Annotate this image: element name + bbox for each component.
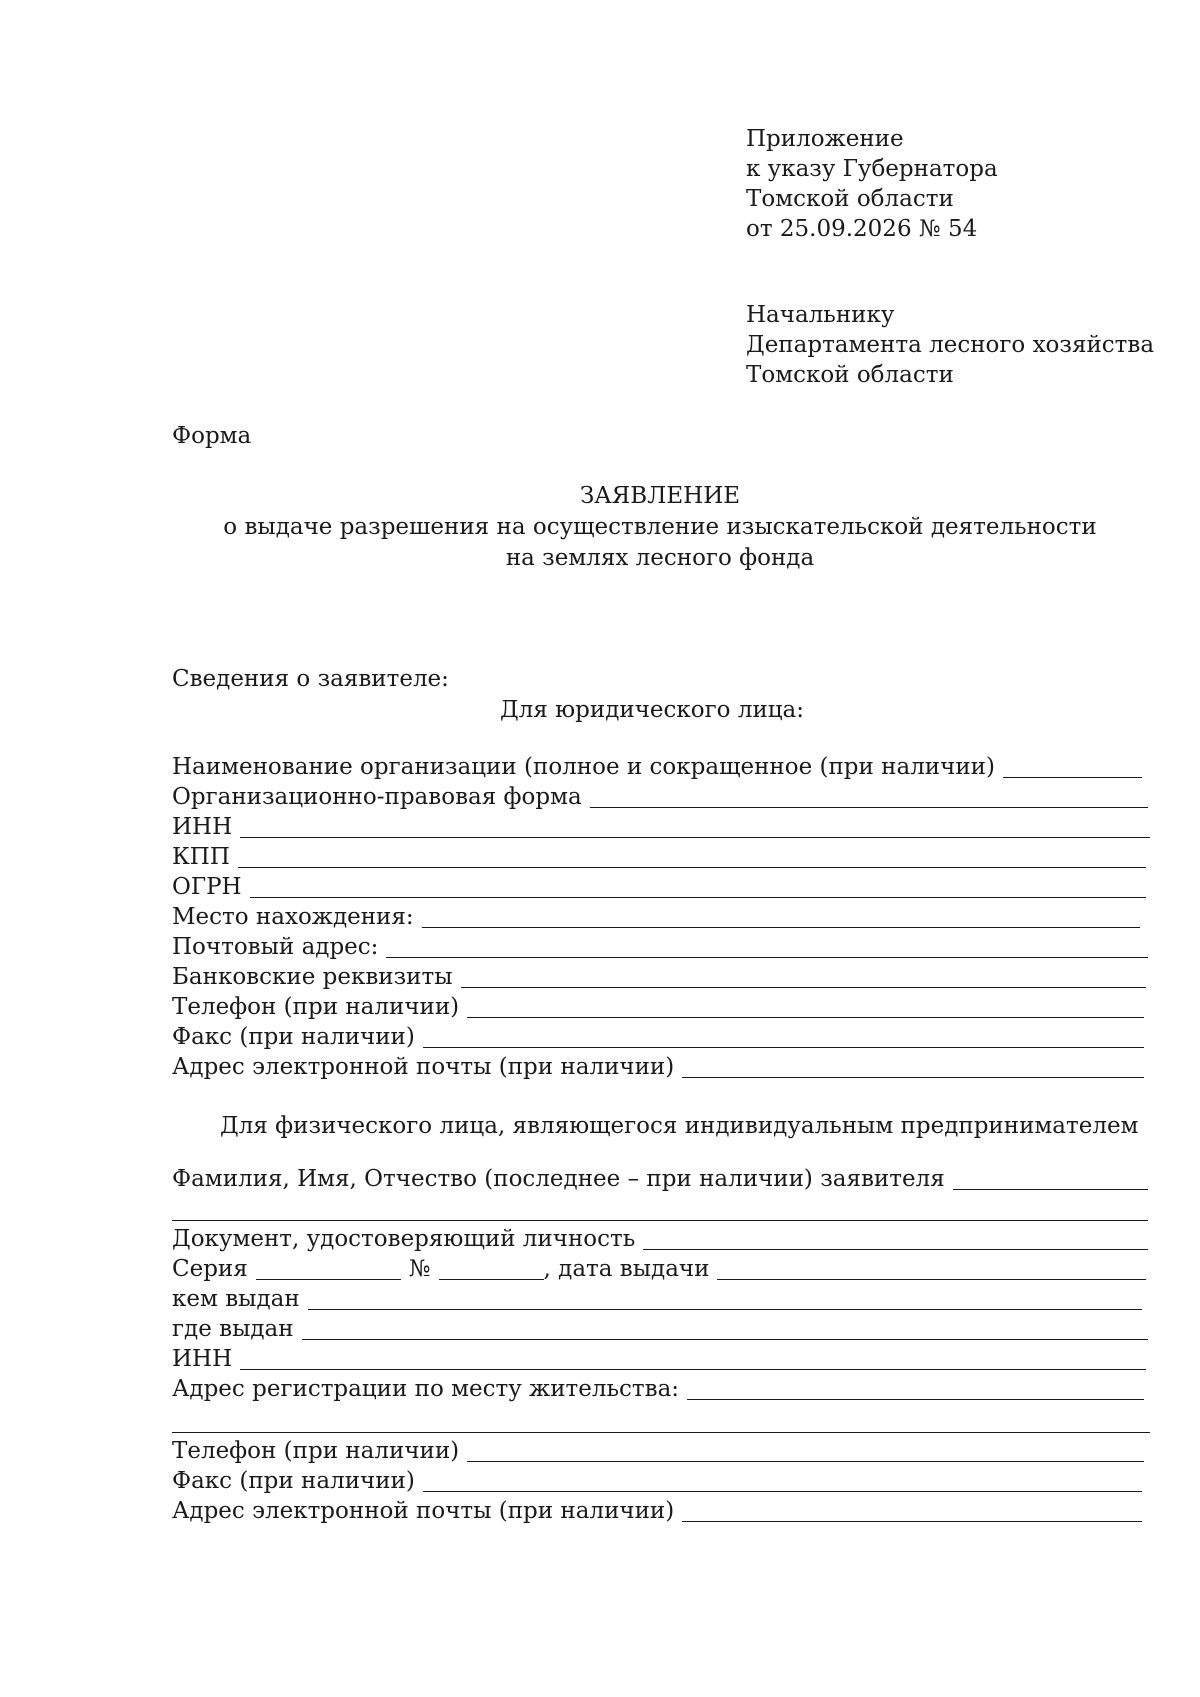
appendix-line: к указу Губернатора xyxy=(746,156,998,182)
series-input[interactable] xyxy=(256,1257,401,1280)
series-label: Серия xyxy=(172,1256,248,1282)
addressee-line: Начальнику xyxy=(746,302,895,328)
individual-fax-field[interactable]: Факс (при наличии) xyxy=(172,1466,1142,1496)
issue-date-input[interactable] xyxy=(717,1257,1146,1280)
applicant-info-heading: Сведения о заявителе: xyxy=(172,666,449,692)
document-subtitle-line: на землях лесного фонда xyxy=(505,545,815,571)
org-location-field[interactable]: Место нахождения: xyxy=(172,902,1140,932)
registration-address-continuation-line[interactable] xyxy=(172,1432,1150,1433)
org-email-field[interactable]: Адрес электронной почты (при наличии) xyxy=(172,1052,1144,1082)
individual-inn-field[interactable]: ИНН xyxy=(172,1344,1146,1374)
individual-email-field[interactable]: Адрес электронной почты (при наличии) xyxy=(172,1496,1142,1526)
org-postal-address-field[interactable]: Почтовый адрес: xyxy=(172,932,1148,962)
appendix-date-number: от 25.09.2026 № 54 xyxy=(746,216,978,242)
org-ogrn-field[interactable]: ОГРН xyxy=(172,872,1146,902)
addressee-line: Департамента лесного хозяйства xyxy=(746,332,1155,358)
form-label: Форма xyxy=(172,423,252,449)
issue-date-label: , дата выдачи xyxy=(543,1256,710,1282)
individual-heading: Для физического лица, являющегося индивидуальным предпринимателем xyxy=(220,1113,1139,1139)
org-legal-form-field[interactable]: Организационно-правовая форма xyxy=(172,782,1148,812)
registration-address-field[interactable]: Адрес регистрации по месту жительства: xyxy=(172,1374,1144,1404)
appendix-line: Томской области xyxy=(746,186,954,212)
number-input[interactable] xyxy=(439,1257,544,1280)
full-name-continuation-line[interactable] xyxy=(172,1220,1148,1221)
document-subtitle-line: о выдаче разрешения на осуществление изыскательской деятельности xyxy=(223,514,1097,540)
org-inn-field[interactable]: ИНН xyxy=(172,812,1150,842)
org-phone-field[interactable]: Телефон (при наличии) xyxy=(172,992,1144,1022)
appendix-block xyxy=(746,124,998,244)
full-name-field[interactable]: Фамилия, Имя, Отчество (последнее – при наличии) заявителя xyxy=(172,1164,1148,1194)
org-kpp-field[interactable]: КПП xyxy=(172,842,1146,872)
org-fax-field[interactable]: Факс (при наличии) xyxy=(172,1022,1144,1052)
issued-where-field[interactable]: где выдан xyxy=(172,1314,1148,1344)
individual-phone-field[interactable]: Телефон (при наличии) xyxy=(172,1436,1144,1466)
addressee-line: Томской области xyxy=(746,362,954,388)
addressee-block xyxy=(746,300,1154,390)
org-name-field[interactable]: Наименование организации (полное и сокращенное (при наличии) xyxy=(172,752,1142,782)
id-document-field[interactable]: Документ, удостоверяющий личность xyxy=(172,1224,1148,1254)
number-label: № xyxy=(408,1256,431,1282)
passport-series-number-date-row xyxy=(172,1254,1146,1284)
document-title: ЗАЯВЛЕНИЕ xyxy=(579,483,741,509)
appendix-line: Приложение xyxy=(746,126,904,152)
org-bank-details-field[interactable]: Банковские реквизиты xyxy=(172,962,1146,992)
legal-entity-heading: Для юридического лица: xyxy=(500,697,805,723)
issued-by-field[interactable]: кем выдан xyxy=(172,1284,1142,1314)
